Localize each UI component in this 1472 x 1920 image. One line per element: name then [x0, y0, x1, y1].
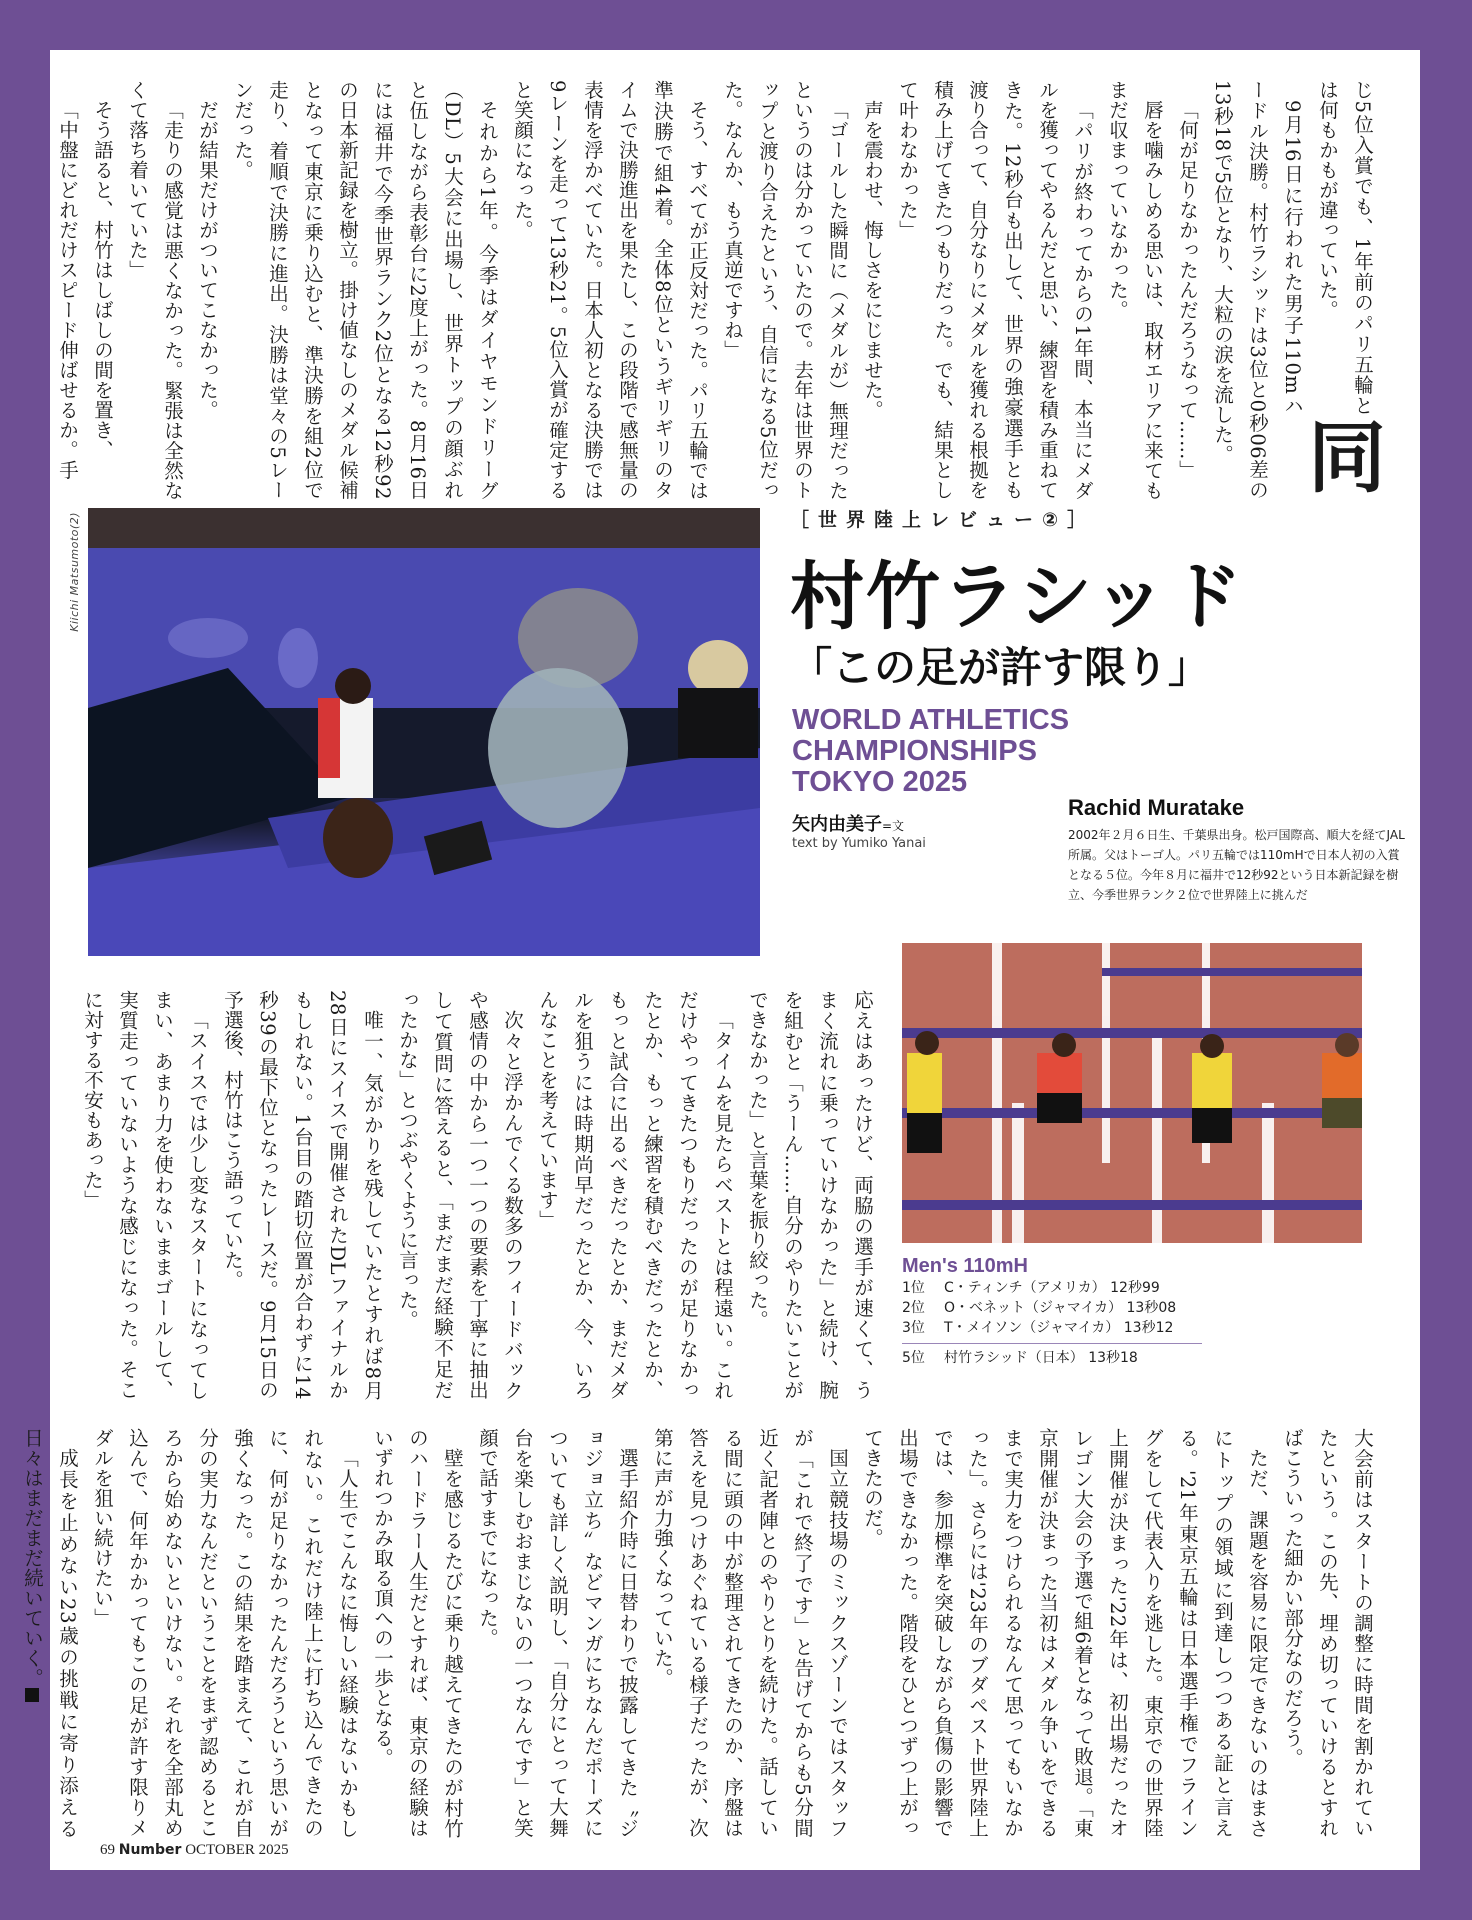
paragraph: 「スイスでは少し変なスタートになってしまい、あまり力を使わないままゴールして、実質走っていないような感じになった。そこに対する不安もあった」 [81, 990, 209, 1400]
hurdles-photo [902, 943, 1362, 1243]
author-suffix: =文 [882, 819, 905, 833]
athlete-bio: 2002年２月６日生、千葉県出身。松戸国際高、順大を経てJAL所属。父はトーゴ人。パリ五輪では110mHで日本人初の入賞となる５位。今年８月に福井で12秒92という日本新記録を樹立、今季世界ランク２位で世界陸上に挑んだ [1068, 828, 1405, 902]
paragraph: 声を震わせ、悔しさをにじませた。 [861, 99, 884, 420]
paragraph: 唯一、気がかりを残していたとすれば8月28日にスイスで開催されたDLファイナルかもしれない。1台目の踏切位置が合わずに14秒39の最下位となったレースだ。9月15日の予選後、村竹はこう語っていた。 [221, 990, 384, 1400]
paragraph: 「タイムを見たらベストとは程遠い。これだけやってきたつもりだったのが足りなかったとか、もっと練習を積むべきだったとか、もっと試合に出るべきだったとか、まだメダルを狙うには時期尚早だったとか、今、いろんなことを考えています」 [536, 990, 734, 1400]
paragraph: そう語ると、村竹はしばしの間を置き、 [91, 99, 114, 460]
athlete-name: Rachid Muratake [1068, 795, 1245, 820]
article-body-top: 同 じ5位入賞でも、1年前のパリ五輪とは何もかもが違っていた。 9月16日に行われた男子110mハードル決勝。村竹ラシッドは3位と0秒06差の13秒18で5位となり、大粒の涙を流した。 「何が足りなかったんだろうなって……」 唇を噛みしめる思いは、取材エリアに来てもまだ収まっていなかった。 「パリが終わってからの1年間、本当にメダルを獲ってやるんだと思い、練習を積み重ねてきた。12秒台も出して、世界の強豪選手とも渡り合って、自分なりにメダルを獲れる根拠を積み上げてきたつもりだった。でも、結果として叶わなかった」 声を震わせ、悔しさをにじませた。 「ゴールした瞬間に（メダルが）無理だったというのは分かっていたので。去年は世界のトップと渡り合えたという、自信になる5位だった。なんか、もう真逆ですね」 そう、すべてが正反対だった。パリ五輪では準決勝で組4着。全体8位というギリギリのタイムで決勝進出を果たし、この段階で感無量の表情を浮かべていた。日本人初となる決勝では9レーンを走って13秒21。5位入賞が確定すると笑顔になった。 それから1年。今季はダイヤモンドリーグ（DL）5大会に出場し、世界トップの顔ぶれと伍しながら表彰台に2度上がった。8月16日には福井で今季世界ランク2位となる12秒92の日本新記録を樹立。掛け値なしのメダル候補となって東京に乗り込むと、準決勝を組2位で走り、着順で決勝に進出。決勝は堂々の5レーンだった。 だが結果だけがついてこなかった。 「走りの感覚は悪くなかった。緊張は全然なくて落ち着いていた」 そう語ると、村竹はしばしの間を置き、 「中盤にどれだけスピード伸ばせるか。手 [90, 80, 1380, 500]
article-body-bottom [21, 1428, 1380, 1838]
paragraph: 「ゴールした瞬間に（メダルが）無理だったというのは分かっていたので。去年は世界のトップと渡り合えたという、自信になる5位だった。なんか、もう真逆ですね」 [721, 80, 849, 500]
headline-subtitle: 「この足が許す限り」 [790, 643, 1211, 692]
issue-date: OCTOBER 2025 [185, 1842, 289, 1858]
paragraph: 次々と浮かんでくる数多のフィードバックや感情の中から一つ一つの要素を丁寧に抽出して質問に答えると、「まだまだ経験不足だったかな」とつぶやくように言った。 [396, 990, 524, 1400]
paragraph: 「何が足りなかったんだろうなって……」 [1176, 99, 1199, 480]
photo-credit: Kiichi Matsumoto(2) [68, 512, 81, 632]
paragraph: 「中盤にどれだけスピード伸ばせるか。手 [56, 99, 79, 480]
article-body-middle [80, 990, 880, 1400]
paragraph: 「走りの感覚は悪くなかった。緊張は全然なくて落ち着いていた」 [126, 80, 184, 500]
page-footer [100, 1842, 289, 1859]
paragraph: 唇を噛みしめる思いは、取材エリアに来てもまだ収まっていなかった。 [1106, 80, 1164, 500]
paragraph: 9月16日に行われた男子110mハードル決勝。村竹ラシッドは3位と0秒06差の13秒18で5位となり、大粒の涙を流した。 [1211, 80, 1304, 500]
magazine-brand: Number [118, 1842, 182, 1858]
result-row: 3位 T・メイソン（ジャマイカ） 13秒12 [902, 1320, 1174, 1336]
stadium-photo-illustration [88, 508, 760, 956]
results-heading: Men's 110mH [902, 1255, 1028, 1277]
paragraph: 「パリが終わってからの1年間、本当にメダルを獲ってやるんだと思い、練習を積み重ねてきた。12秒台も出して、世界の強豪選手とも渡り合って、自分なりにメダルを獲れる根拠を積み上げてきたつもりだった。でも、結果として叶わなかった」 [896, 80, 1094, 500]
magazine-page [21, 50, 1420, 1870]
results-divider [902, 1343, 1202, 1344]
paragraph: 国立競技場のミックスゾーンではスタッフが「これで終了です」と告げてからも5分間近く記者陣とのやりとりを続けた。話している間に頭の中が整理されてきたのか、序盤は答えを見つけあぐねている様子だったが、次第に声が力強くなっていた。 [651, 1428, 849, 1838]
series-kicker: ［世界陸上レビュー②］ [790, 509, 1096, 531]
paragraph: そう、すべてが正反対だった。パリ五輪では準決勝で組4着。全体8位というギリギリのタイムで決勝進出を果たし、この段階で感無量の表情を浮かべていた。日本人初となる決勝では9レーンを走って13秒21。5位入賞が確定すると笑顔になった。 [511, 80, 709, 500]
paragraph: 成長を止めない23歳の挑戦に寄り添える日々はまだまだ続いていく。 [21, 1428, 79, 1838]
end-mark-icon [25, 1688, 39, 1702]
result-row: 2位 O・ベネット（ジャマイカ） 13秒08 [902, 1300, 1177, 1316]
author-name-jp: 矢内由美子 [792, 814, 882, 835]
main-photo [88, 508, 760, 956]
byline [792, 810, 926, 851]
paragraph: 大会前はスタートの調整に時間を割かれていたという。この先、埋め切っていけるとすればこういった細かい部分なのだろう。 [1281, 1428, 1374, 1838]
headline-title: 村竹ラシッド [790, 554, 1245, 640]
result-row-highlight: 5位 村竹ラシッド（日本） 13秒18 [902, 1350, 1138, 1366]
result-row: 1位 C・ティンチ（アメリカ） 12秒99 [902, 1280, 1160, 1296]
race-results [902, 1255, 1202, 1368]
paragraph: ただ、課題を容易に限定できないのはまさにトップの領域に到達しつつある証と言える。'21年東京五輪は日本選手権でフライングをして代表入りを逃した。東京での世界陸上開催が決まった'22年は、初出場だったオレゴン大会の予選で組6着となって敗退。「東京開催が決まった当初はメダル争いをできるまで実力をつけられるなんて思ってもいなかった」。さらには'23年のブダペスト世界陸上では、参加標準を突破しながら負傷の影響で出場できなかった。階段をひとつずつ上がってきたのだ。 [861, 1428, 1269, 1838]
paragraph: 選手紹介時に日替わりで披露してきた〝ジョジョ立ち〟などマンガにちなんだポーズについても詳しく説明し、「自分にとって大舞台を楽しむおまじないの一つなんです」と笑顔で話すまでになった。 [476, 1428, 639, 1838]
author-name-en: text by Yumiko Yanai [792, 836, 926, 851]
paragraph: 壁を感じるたびに乗り越えてきたのが村竹のハードラー人生だとすれば、東京の経験はいずれつかみ取る頂への一歩となる。 [371, 1428, 464, 1838]
paragraph: それから1年。今季はダイヤモンドリーグ（DL）5大会に出場し、世界トップの顔ぶれと伍しながら表彰台に2度上がった。8月16日には福井で今季世界ランク2位となる12秒92の日本新記録を樹立。掛け値なしのメダル候補となって東京に乗り込むと、準決勝を組2位で走り、着順で決勝に進出。決勝は堂々の5レーンだった。 [231, 80, 499, 500]
event-name: WORLD ATHLETICS CHAMPIONSHIPS TOKYO 2025 [792, 704, 1070, 798]
page-number: 69 [100, 1842, 115, 1858]
drop-cap: 同 [1295, 415, 1386, 494]
paragraph: だが結果だけがついてこなかった。 [196, 99, 219, 420]
hurdles-race-illustration [902, 943, 1362, 1243]
athlete-profile [1068, 795, 1408, 905]
paragraph: 応えはあったけど、両脇の選手が速くて、うまく流れに乗っていけなかった」と続け、腕を組むと「うーん……自分のやりたいことができなかった」と言葉を振り絞った。 [746, 990, 874, 1400]
paragraph: 「人生でこんなに悔しい経験はないかもしれない。これだけ陸上に打ち込んできたのに、何が足りなかったんだろうという思いが強くなった。この結果を踏まえて、これが自分の実力なんだということをまず認めるところから始めないといけない。それを全部丸め込んで、何年かかってもこの足が許す限りメダルを狙い続けたい」 [91, 1428, 359, 1838]
